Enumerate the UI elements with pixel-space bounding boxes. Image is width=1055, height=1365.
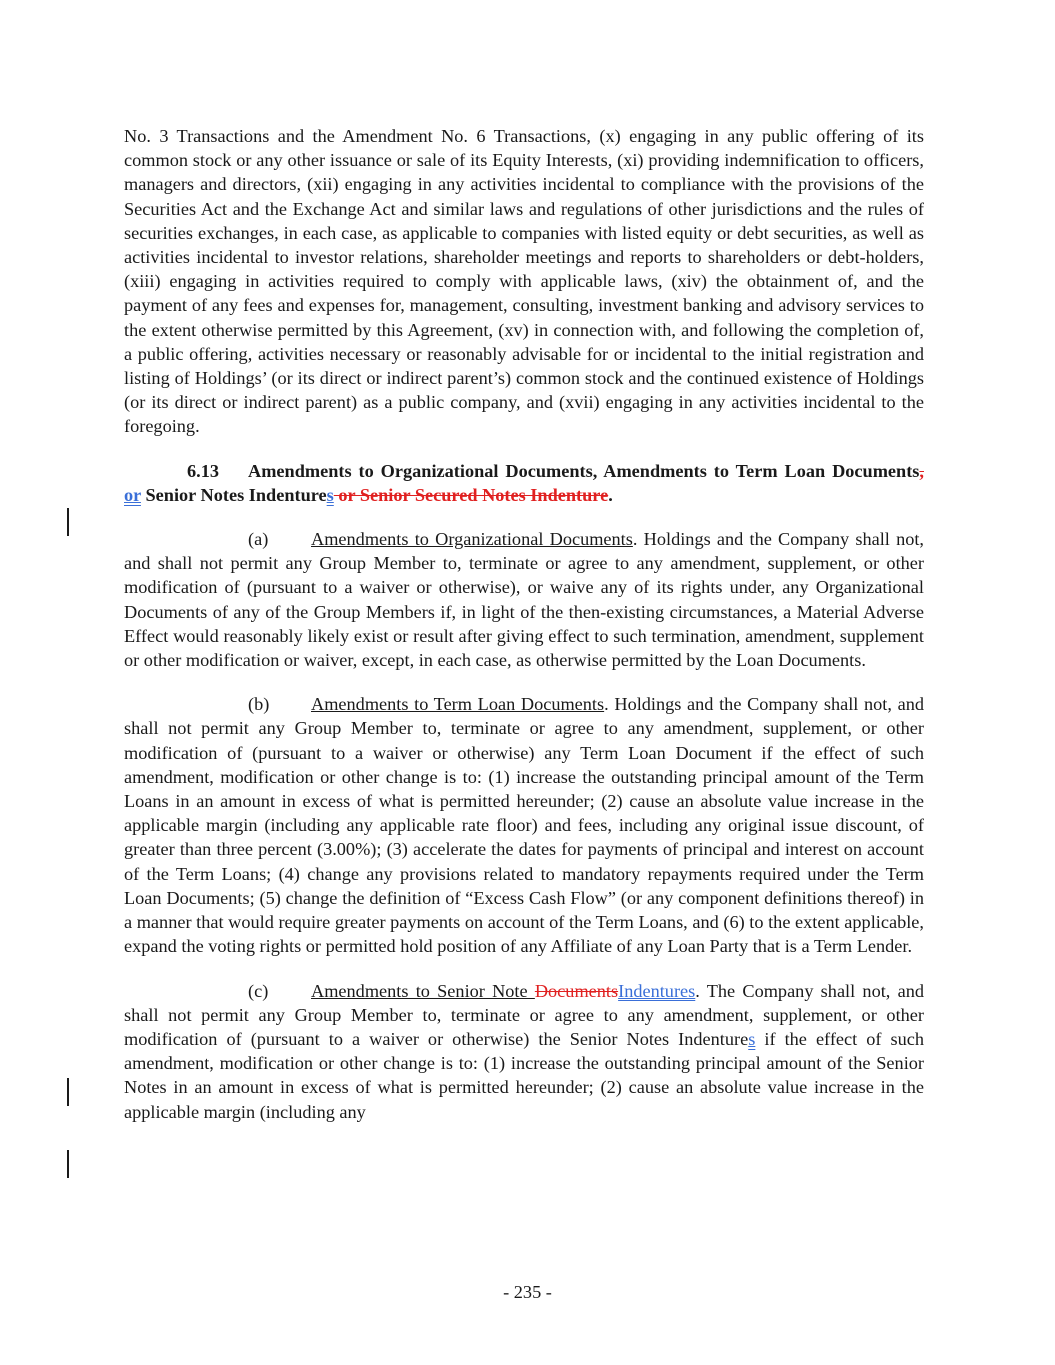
paragraph-b: (b) Amendments to Term Loan Documents. Holdings and the Company shall not, and shall not permit any Group Member to, terminate or agree to any amendment, supplement, or other modification of (pursuant to a waiver or otherwise) any Term Loan Document if the effect of such amendment, modification or other change is to: (1) increase the outstanding principal amount of the Term Loans in an amount in excess of what is permitted hereunder; (2) cause an absolute value increase in the applicable margin (including any applicable rate floor) and fees, including any original issue discount, of greater than three percent (3.00%); (3) accelerate the dates for payments of principal and interest on account of the Term Loans; (4) change any provisions related to mandatory repayments required under the Term Loan Documents; (5) change the definition of “Excess Cash Flow” (or any component definitions thereof) in a manner that would require greater payments on account of the Term Loans, and (6) to the extent applicable, expand the voting rights or permitted hold position of any Affiliate of any Loan Party that is a Term Lender. <box>124 694 924 957</box>
deleted-text: or Senior Secured Notes Indenture <box>333 484 609 505</box>
inserted-text: s <box>326 484 334 505</box>
subsection-heading: Amendments to Senior Note <box>311 980 535 1001</box>
deleted-text: Documents <box>534 980 619 1001</box>
section-heading: 6.13 Amendments to Organizational Documents, Amendments to Term Loan Documents, or Senior Notes Indentures or Senior Secured Notes Indenture. <box>124 460 924 505</box>
section-number: 6.13 <box>187 460 219 481</box>
deleted-text: , <box>919 460 924 481</box>
subsection-heading: Amendments to Organizational Documents <box>311 529 633 550</box>
subsection-heading: Amendments to Term Loan Documents <box>311 694 605 715</box>
paragraph-continuation: No. 3 Transactions and the Amendment No. 6 Transactions, (x) engaging in any public offering of its common stock or any other issuance or sale of its Equity Interests, (xi) providing indemnification to officers, managers and directors, (xii) engaging in any activities incidental to compliance with the provisions of the Securities Act and the Exchange Act and similar laws and regulations of other jurisdictions and the rules of securities exchanges, in each case, as applicable to companies with listed equity or debt securities, as well as activities incidental to investor relations, shareholder meetings and reports to shareholders or debt-holders, (xiii) engaging in activities required to comply with applicable laws, (xiv) the obtainment of, and the payment of any fees and expenses for, management, consulting, investment banking and advisory services to the extent otherwise permitted by this Agreement, (xv) in connection with, and following the completion of, a public offering, activities necessary or reasonably advisable for or incidental to the initial registration and listing of Holdings’ (or its direct or indirect parent’s) common stock and the continued existence of Holdings (or its direct or indirect parent) as a public company, and (xvii) engaging in any activities incidental to the foregoing. <box>124 126 924 437</box>
inserted-text: s <box>748 1028 756 1049</box>
page-number: - 235 - <box>503 1282 552 1302</box>
inserted-text: or <box>124 484 141 505</box>
change-bar <box>67 1078 69 1106</box>
document-body <box>124 124 924 1124</box>
paragraph-a: (a) Amendments to Organizational Documents. Holdings and the Company shall not, and shall not permit any Group Member to, terminate or agree to any amendment, supplement, or other modification of (pursuant to a waiver or otherwise), or waive any of its rights under, any Organizational Documents of any of the Group Members if, in light of the then-existing circumstances, a Material Adverse Effect would reasonably likely exist or result after giving effect to such termination, amendment, supplement or other modification or waiver, except, in each case, as otherwise permitted by the Loan Documents. <box>124 529 924 671</box>
change-bar <box>67 1150 69 1178</box>
inserted-text: Indentures <box>618 980 696 1001</box>
change-bar <box>67 508 69 536</box>
paragraph-c: (c) Amendments to Senior Note DocumentsIndentures. The Company shall not, and shall not permit any Group Member to, terminate or agree to any amendment, supplement, or other modification of (pursuant to a waiver or otherwise) the Senior Notes Indentures if the effect of such amendment, modification or other change is to: (1) increase the outstanding principal amount of the Senior Notes in an amount in excess of what is permitted hereunder; (2) cause an absolute value increase in the applicable margin (including any <box>124 980 925 1122</box>
